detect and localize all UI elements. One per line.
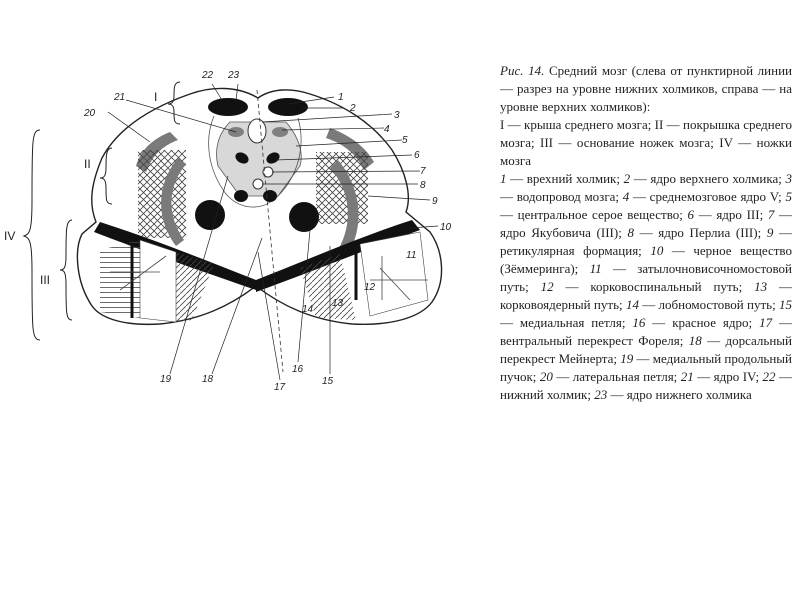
caption-legend [500,170,792,404]
figure-number: Рис. 14. [500,63,545,78]
legend-text: — ядро нижнего холмика [607,387,752,402]
superior-colliculus-right [268,98,308,116]
legend-text: — нижний холмик; [500,369,793,402]
legend-text: — латеральная петля; [552,369,681,384]
legend-text: — центральное серое вещество; [500,207,688,222]
reticular-formation-right [316,152,368,224]
legend-text: — ядро III; [694,207,768,222]
group-label-II: II [84,157,91,171]
label-9: 9 [432,196,438,207]
label-15: 15 [322,376,334,387]
label-13: 13 [332,298,344,309]
legend-number: 7 [767,207,775,222]
legend-number: 18 [688,333,702,348]
legend-text: — корковоспинальный путь; [553,279,755,294]
label-11: 11 [406,250,417,261]
legend-number: 3 [785,171,793,186]
bracket-III [60,220,72,320]
label-17: 17 [274,382,286,393]
label-2: 2 [350,103,356,114]
label-12: 12 [364,282,376,293]
group-label-III: III [40,273,51,287]
legend-text: — водопровод мозга; [500,189,623,204]
legend-text: — ретикулярная формация; [500,225,793,258]
label-3: 3 [394,110,400,121]
legend-number: 13 [754,279,768,294]
legend-text: — среднемозговое ядро V; [629,189,786,204]
label-1: 1 [338,92,344,103]
legend-number: 21 [680,369,694,384]
label-21: 21 [114,92,126,103]
nucleus-iii-right-lower [263,190,277,202]
label-4: 4 [384,124,390,135]
red-nucleus-left [195,200,225,230]
label-10: 10 [440,222,452,233]
legend-text: — дорсальный перекрест Мейнерта; [500,333,792,366]
legend-text: — лобномостовой путь; [638,297,780,312]
legend-number: 19 [620,351,634,366]
legend-number: 22 [762,369,776,384]
label-14: 14 [302,304,314,315]
legend-number: 14 [625,297,639,312]
label-19: 19 [160,374,172,385]
inferior-colliculus-left [208,98,248,116]
label-22: 22 [202,70,214,81]
label-5: 5 [402,135,408,146]
legend-number: 15 [779,297,793,312]
legend-text: — медиальная петля; [500,315,633,330]
legend-number: 12 [540,279,554,294]
legend-number: 4 [622,189,630,204]
legend-text: — ядро Якубовича (III); [500,207,792,240]
nucleus-iv-right [272,127,288,137]
legend-text: — ядро IV; [693,369,763,384]
label-16: 16 [292,364,304,375]
legend-text: — корковоядерный путь; [500,279,793,312]
legend-number: 10 [650,243,664,258]
legend-number: 1 [500,171,507,186]
caption-title-text: Средний мозг (слева от пунктирной линии — разрез на уровне нижних холмиков, справа — на уровне верхних холмиков): [500,63,793,114]
legend-number: 9 [766,225,774,240]
perlia-nucleus [253,179,263,189]
caption-groups: I — крыша среднего мозга; II — покрышка среднего мозга; III — основание ножек мозга; IV — ножки мозга [500,117,792,168]
caption-title [500,62,792,116]
bracket-IV [24,130,40,340]
label-18: 18 [202,374,214,385]
legend-number: 8 [627,225,634,240]
legend-text: — черное вещество (Зёммеринга); [500,243,792,276]
legend-text: — ядро верхнего холмика; [630,171,786,186]
group-label-I: I [154,90,158,104]
legend-number: 6 [687,207,695,222]
figure-caption [500,62,792,404]
red-nucleus-right [289,202,319,232]
label-7: 7 [420,166,426,177]
label-8: 8 [420,180,426,191]
group-label-IV: IV [4,229,16,243]
label-6: 6 [414,150,420,161]
legend-text: — ядро Перлиа (III); [633,225,767,240]
legend-text: — вентральный перекрест Фореля; [500,315,792,348]
nucleus-iii-left-lower [234,190,248,202]
legend-number: 2 [623,171,631,186]
legend-number: 16 [632,315,646,330]
legend-number: 20 [539,369,553,384]
legend-text: — красное ядро; [645,315,760,330]
label-20: 20 [84,108,96,119]
cerebral-aqueduct [248,119,266,143]
legend-text: — затылочновисочномостовой путь; [500,261,793,294]
legend-text: — врехний холмик; [506,171,624,186]
legend-number: 17 [759,315,773,330]
legend-text: — медиальный продольный пучок; [500,351,793,384]
legend-number: 5 [785,189,792,204]
legend-number: 11 [589,261,602,276]
label-23: 23 [228,70,240,81]
legend-number: 23 [594,387,608,402]
